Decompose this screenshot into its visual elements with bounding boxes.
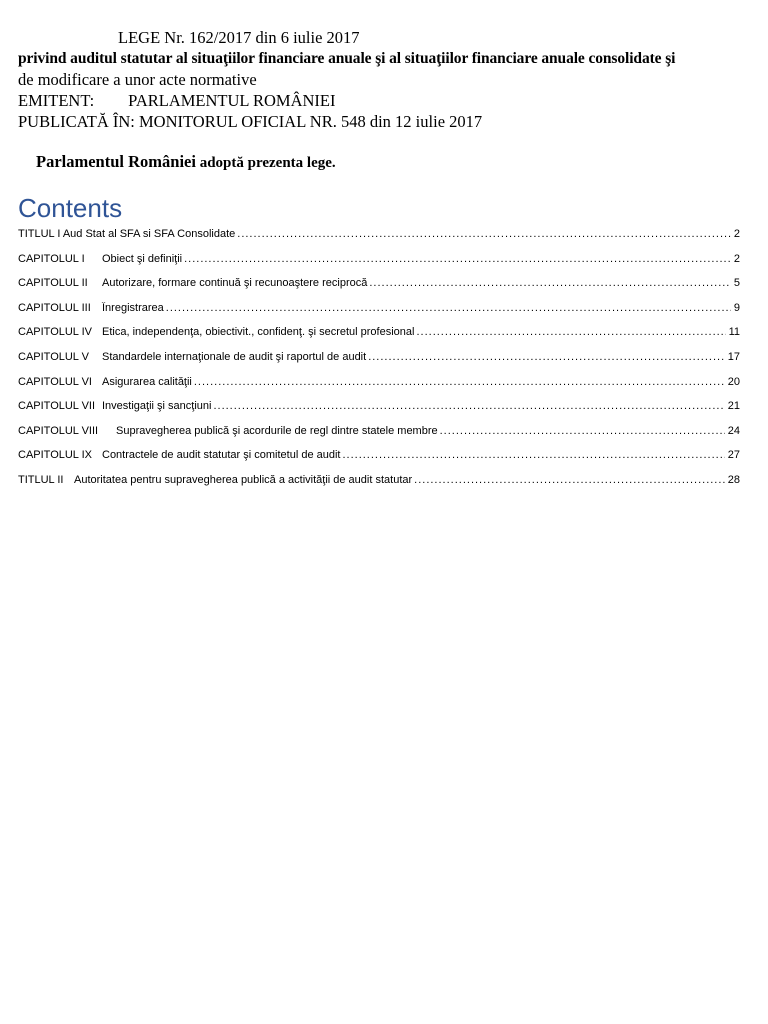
- issuer-line: [18, 90, 753, 111]
- toc-entry[interactable]: [18, 449, 740, 474]
- toc-dot-leader: [414, 474, 725, 486]
- toc-page-number: 5: [733, 277, 740, 290]
- law-subject: privind auditul statutar al situaţiilor financiare anuale şi al situaţiilor financiare anuale consolidate şi: [18, 50, 676, 67]
- toc-entry-title: TITLUL I Aud Stat al SFA si SFA Consolidate: [18, 228, 236, 240]
- toc-entry-label: [18, 326, 414, 338]
- toc-entry-title: Obiect şi definiţii: [102, 252, 183, 265]
- issuer-label: EMITENT:: [18, 91, 95, 110]
- toc-page-number: 9: [733, 301, 740, 314]
- toc-entry[interactable]: [18, 400, 740, 425]
- toc-chapter-number: CAPITOLUL VII: [18, 400, 96, 413]
- toc-entry[interactable]: [18, 277, 740, 302]
- toc-entry[interactable]: [18, 351, 740, 376]
- toc-dot-leader: [440, 425, 725, 437]
- toc-chapter-number: CAPITOLUL IX: [18, 449, 92, 462]
- issuer-value: PARLAMENTUL ROMÂNIEI: [128, 91, 336, 110]
- toc-page-number: 20: [727, 375, 740, 388]
- toc-entry-label: [18, 351, 366, 363]
- toc-page-number: 17: [727, 350, 740, 363]
- toc-dot-leader: [342, 449, 724, 461]
- toc-page-number: 2: [733, 228, 740, 240]
- toc-entry-label: [18, 425, 438, 437]
- toc-page-number: 24: [727, 424, 740, 437]
- toc-entry-title: Standardele internaţionale de audit şi raportul de audit: [102, 350, 367, 363]
- toc-entry-label: [18, 376, 192, 388]
- toc-dot-leader: [369, 277, 731, 289]
- toc-entry[interactable]: [18, 228, 740, 253]
- toc-entry-title: Înregistrarea: [102, 301, 164, 314]
- toc-page-number: 2: [733, 252, 740, 265]
- toc-entry-title: Autorizare, formare continuă şi recunoaştere reciprocă: [102, 277, 368, 290]
- toc-entry[interactable]: [18, 474, 740, 499]
- law-header: [18, 27, 753, 132]
- toc-page-number: 11: [728, 326, 740, 339]
- toc-dot-leader: [213, 400, 724, 412]
- toc-chapter-number: TITLUL II: [18, 473, 64, 486]
- law-number: LEGE Nr. 162/2017 din 6 iulie 2017: [118, 28, 360, 47]
- publication-value: : MONITORUL OFICIAL NR. 548 din 12 iulie 2017: [130, 112, 483, 131]
- toc-entry-label: [18, 449, 340, 461]
- toc-chapter-number: CAPITOLUL VIII: [18, 424, 99, 437]
- publication-line: [18, 111, 753, 132]
- contents-heading: Contents: [18, 193, 123, 223]
- toc-chapter-number: CAPITOLUL VI: [18, 375, 92, 388]
- toc-entry[interactable]: [18, 302, 740, 327]
- toc-entry-title: Etica, independenţa, obiectivit., confidenţ. şi secretul profesional: [102, 326, 415, 339]
- toc-entry-title: Autoritatea pentru supravegherea publică a activităţii de audit statutar: [74, 473, 413, 486]
- toc-page-number: 21: [727, 400, 740, 413]
- toc-dot-leader: [194, 376, 725, 388]
- toc-chapter-number: CAPITOLUL V: [18, 350, 89, 363]
- toc-entry[interactable]: [18, 326, 740, 351]
- adoption-subject: Parlamentul României: [36, 152, 196, 171]
- toc-entry-title: Investigaţii şi sancţiuni: [102, 400, 212, 413]
- toc-page-number: 27: [727, 449, 740, 462]
- toc-entry-label: [18, 474, 412, 486]
- toc-entry[interactable]: [18, 253, 740, 278]
- adoption-statement: [36, 151, 336, 174]
- toc-dot-leader: [416, 326, 725, 338]
- table-of-contents: [18, 228, 740, 499]
- toc-entry-title: Supravegherea publică şi acordurile de regl dintre statele membre: [116, 424, 438, 437]
- toc-dot-leader: [368, 351, 725, 363]
- adoption-text: adoptă prezenta lege.: [195, 155, 336, 171]
- toc-entry-title: Asigurarea calităţii: [102, 375, 192, 388]
- publication-label: PUBLICATĂ ÎN: [18, 112, 131, 131]
- toc-entry-label: [18, 400, 211, 412]
- toc-chapter-number: CAPITOLUL II: [18, 277, 88, 290]
- toc-entry-title: Contractele de audit statutar şi comitetul de audit: [102, 449, 341, 462]
- toc-entry-label: [18, 277, 367, 289]
- toc-entry[interactable]: [18, 376, 740, 401]
- toc-page-number: 28: [727, 473, 740, 486]
- toc-dot-leader: [237, 228, 731, 240]
- toc-chapter-number: CAPITOLUL I: [18, 252, 85, 265]
- toc-entry[interactable]: [18, 425, 740, 450]
- toc-chapter-number: CAPITOLUL IV: [18, 326, 92, 339]
- toc-dot-leader: [184, 253, 731, 265]
- toc-dot-leader: [166, 302, 731, 314]
- toc-entry-label: [18, 253, 182, 265]
- law-subject-continuation: de modificare a unor acte normative: [18, 70, 257, 89]
- toc-chapter-number: CAPITOLUL III: [18, 301, 91, 314]
- toc-entry-label: [18, 302, 164, 314]
